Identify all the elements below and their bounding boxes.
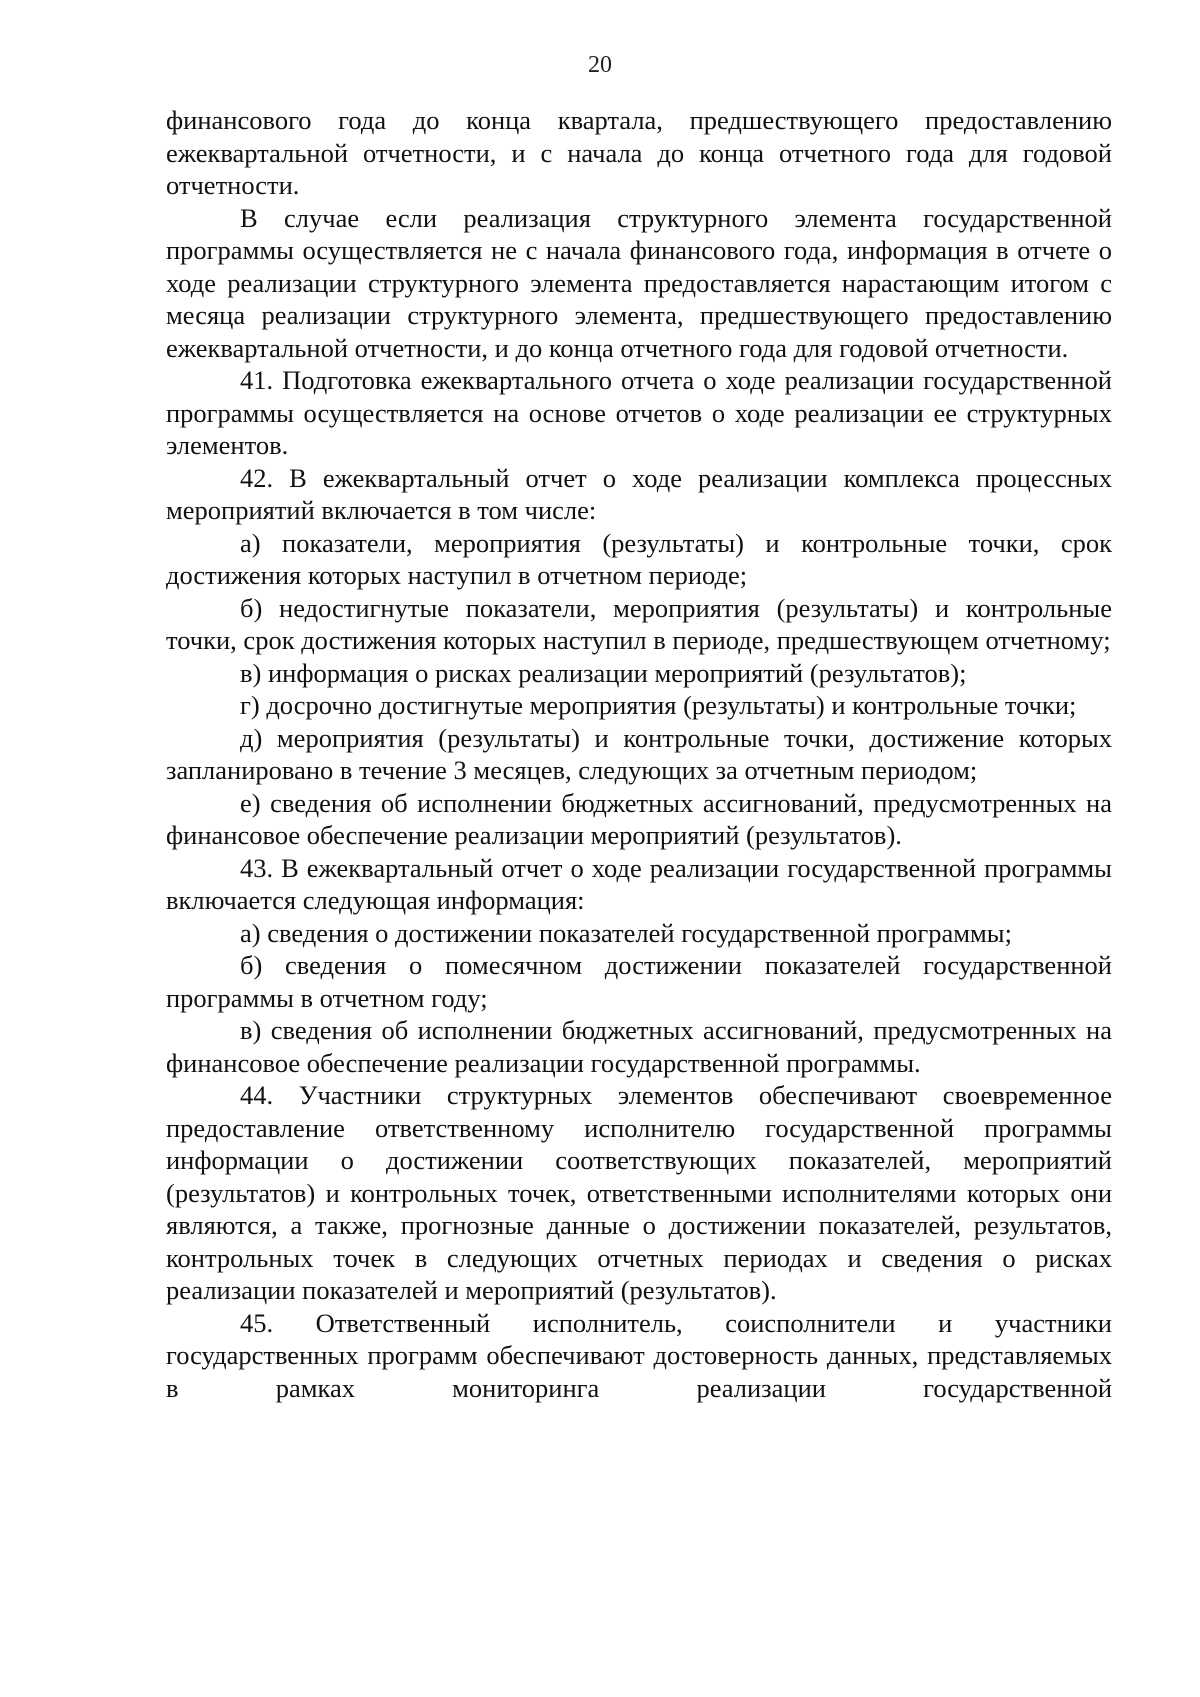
item-42-a: а) показатели, мероприятия (результаты) и контрольные точки, срок достижения которых наступил в отчетном периоде; [166,527,1112,590]
item-42-g: г) досрочно достигнутые мероприятия (результаты) и контрольные точки; [240,690,1077,720]
paragraph-44: 44. Участники структурных элементов обеспечивают своевременное предоставление ответственному исполнителю государственной программы информации о достижении соответствующих показателей, мероприятий (результатов) и контрольных точек, ответственными исполнителями которых они являются, а также, прогнозные данные о достижении показателей, результатов, контрольных точек в следующих отчетных периодах и сведения о рисках реализации показателей и мероприятий (результатов). [166,1080,1112,1305]
paragraph-41: 41. Подготовка ежеквартального отчета о ходе реализации государственной программы осуществляется на основе отчетов о ходе реализации ее структурных элементов. [166,365,1112,460]
item-42-e: е) сведения об исполнении бюджетных ассигнований, предусмотренных на финансовое обеспечение реализации мероприятий (результатов). [166,787,1112,850]
item-43-a: а) сведения о достижении показателей государственной программы; [240,917,1012,948]
paragraph-structural-element: В случае если реализация структурного элемента государственной программы осуществляется не с начала финансового года, информация в отчете о ходе реализации структурного элемента предоставляется нарастающим итогом с месяца реализации структурного элемента, предшествующего предоставлению ежеквартальной отчетности, и до конца отчетного года для годовой отчетности. [166,202,1112,363]
document-body [166,104,1112,1404]
item-43-b: б) сведения о помесячном достижении показателей государственной программы в отчетном году; [166,950,1112,1013]
item-43-v: в) сведения об исполнении бюджетных ассигнований, предусмотренных на финансовое обеспечение реализации государственной программы. [166,1015,1112,1078]
paragraph-42: 42. В ежеквартальный отчет о ходе реализации комплекса процессных мероприятий включается в том числе: [166,462,1112,525]
item-42-v: в) информация о рисках реализации мероприятий (результатов); [240,657,967,688]
paragraph-continuation: финансового года до конца квартала, предшествующего предоставлению ежеквартальной отчетности, и с начала до конца отчетного года для годовой отчетности. [166,105,1112,200]
paragraph-43: 43. В ежеквартальный отчет о ходе реализации государственной программы включается следующая информация: [166,852,1112,915]
paragraph-45: 45. Ответственный исполнитель, соисполнители и участники государственных программ обеспечивают достоверность данных, представляемых в рамках мониторинга реализации государственной [166,1307,1112,1403]
item-42-b: б) недостигнутые показатели, мероприятия (результаты) и контрольные точки, срок достижения которых наступил в периоде, предшествующем отчетному; [166,592,1112,655]
page-number: 20 [588,52,612,78]
item-42-d: д) мероприятия (результаты) и контрольные точки, достижение которых запланировано в течение 3 месяцев, следующих за отчетным периодом; [166,722,1112,785]
